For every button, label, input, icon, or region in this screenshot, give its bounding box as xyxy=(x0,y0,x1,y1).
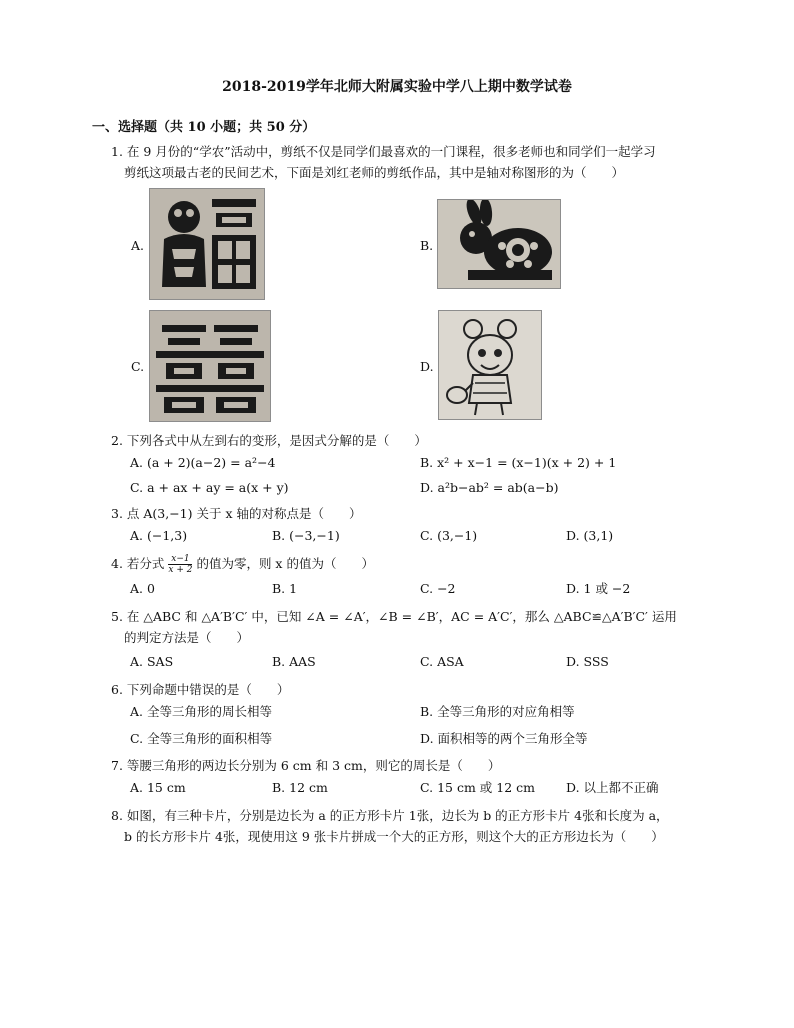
paper-title: 2018-2019学年北师大附属实验中学八上期中数学试卷 xyxy=(222,79,572,95)
q4-stem-pre: 4. 若分式 xyxy=(111,556,165,571)
q5-option-b: B. AAS xyxy=(272,654,316,669)
q7-option-a: A. 15 cm xyxy=(130,780,186,795)
q1-label-a: A. xyxy=(131,238,145,253)
q1-label-c: C. xyxy=(131,359,145,374)
papercut-fu-character xyxy=(150,189,264,299)
question-1 xyxy=(111,141,701,183)
q4-option-c: C. −2 xyxy=(420,581,456,596)
q4-option-d: D. 1 或 −2 xyxy=(566,581,631,596)
q7-option-b: B. 12 cm xyxy=(272,780,328,795)
question-4 xyxy=(111,553,701,575)
question-2: 2. 下列各式中从左到右的变形，是因式分解的是（ ） xyxy=(111,433,427,448)
q5-option-c: C. ASA xyxy=(420,654,464,669)
q4-fraction-numerator: x−1 xyxy=(168,554,192,565)
q6-option-a: A. 全等三角形的周长相等 xyxy=(130,704,272,719)
question-7: 7. 等腰三角形的两边长分别为 6 cm 和 3 cm，则它的周长是（ ） xyxy=(111,758,501,773)
q4-stem-post: 的值为零，则 x 的值为（ ） xyxy=(196,556,374,571)
question-5 xyxy=(111,606,701,648)
papercut-image-c xyxy=(149,310,271,422)
q4-option-b: B. 1 xyxy=(272,581,298,596)
q3-option-b: B. (−3,−1) xyxy=(272,528,340,543)
question-3: 3. 点 A(3,−1) 关于 x 轴的对称点是（ ） xyxy=(111,506,362,521)
question-8-line-1: 8. 如图，有三种卡片，分别是边长为 a 的正方形卡片 1张，边长为 b 的正方形卡片 4张和长度为 a， xyxy=(111,808,669,823)
section-heading: 一、选择题（共 10 小题；共 50 分） xyxy=(92,120,316,135)
q4-fraction xyxy=(168,554,192,575)
question-8-line-2: b 的长方形卡片 4张，现使用这 9 张卡片拼成一个大的正方形，则这个大的正方形边长为（ ） xyxy=(124,829,664,844)
papercut-image-a xyxy=(149,188,265,300)
q6-option-b: B. 全等三角形的对应角相等 xyxy=(420,704,575,719)
question-1-line-1: 1. 在 9 月份的“学农”活动中，剪纸不仅是同学们最喜欢的一门课程，很多老师也和同学们一起学习 xyxy=(111,144,656,159)
papercut-rabbit xyxy=(438,200,560,288)
q2-option-d: D. a²b−ab² = ab(a−b) xyxy=(420,480,559,495)
question-1-line-2: 剪纸这项最古老的民间艺术，下面是刘红老师的剪纸作品，其中是轴对称图形的为（ ） xyxy=(124,165,625,180)
q2-option-c: C. a + ax + ay = a(x + y) xyxy=(130,480,289,495)
q6-option-d: D. 面积相等的两个三角形全等 xyxy=(420,731,588,746)
q2-option-b: B. x² + x−1 = (x−1)(x + 2) + 1 xyxy=(420,455,617,470)
q2-option-a: A. (a + 2)(a−2) = a²−4 xyxy=(130,455,276,470)
q7-option-c: C. 15 cm 或 12 cm xyxy=(420,780,535,795)
q3-option-d: D. (3,1) xyxy=(566,528,614,543)
q6-option-c: C. 全等三角形的面积相等 xyxy=(130,731,273,746)
question-5-line-1: 5. 在 △ABC 和 △A′B′C′ 中，已知 ∠A = ∠A′，∠B = ∠B′，AC = A′C′，那么 △ABC≌△A′B′C′ 运用 xyxy=(111,609,677,624)
papercut-double-happiness xyxy=(150,311,270,421)
q4-option-a: A. 0 xyxy=(130,581,155,596)
q5-option-d: D. SSS xyxy=(566,654,609,669)
q1-label-b: B. xyxy=(420,238,434,253)
q5-option-a: A. SAS xyxy=(130,654,174,669)
q1-label-d: D. xyxy=(420,359,434,374)
question-5-line-2: 的判定方法是（ ） xyxy=(124,630,250,645)
papercut-image-b xyxy=(437,199,561,289)
papercut-image-d xyxy=(438,310,542,420)
q4-fraction-denominator: x + 2 xyxy=(168,565,193,575)
q7-option-d: D. 以上都不正确 xyxy=(566,780,659,795)
question-8 xyxy=(111,805,701,847)
question-6: 6. 下列命题中错误的是（ ） xyxy=(111,682,290,697)
q3-option-c: C. (3,−1) xyxy=(420,528,478,543)
q3-option-a: A. (−1,3) xyxy=(130,528,188,543)
papercut-girl xyxy=(439,311,541,419)
